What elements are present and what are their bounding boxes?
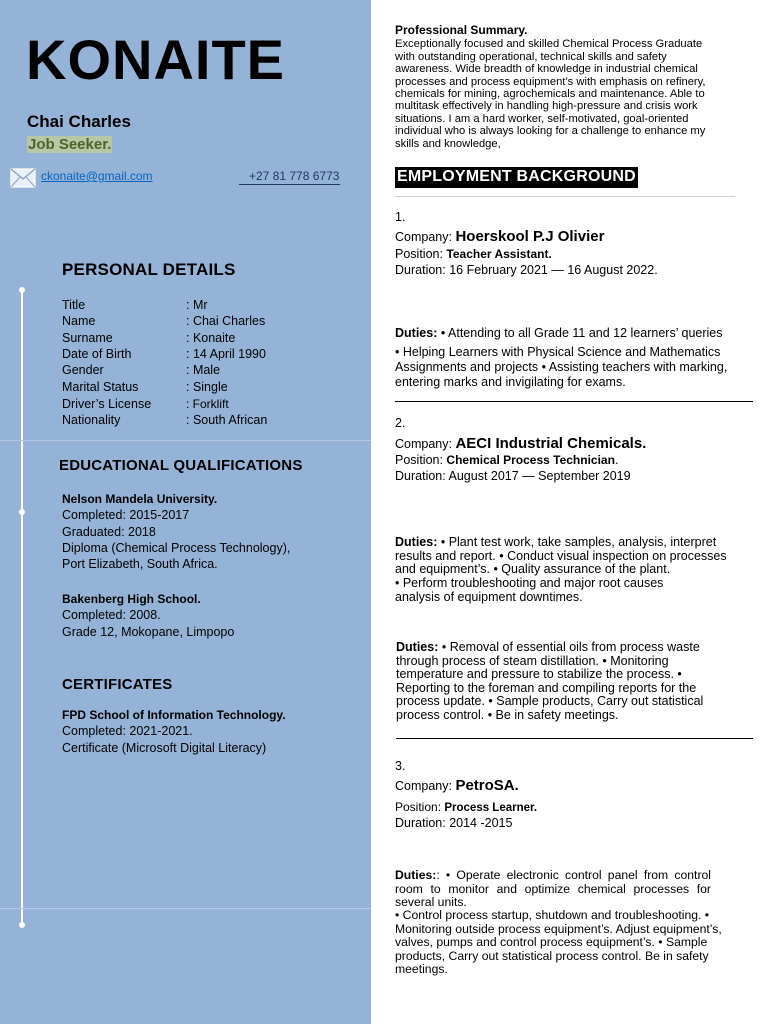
- detail-row: [62, 298, 352, 314]
- position-label: Position:: [395, 247, 447, 261]
- envelope-icon: [10, 168, 36, 188]
- detail-row: [62, 314, 352, 330]
- duty-text: • Removal of essential oils from process waste through process of steam distillation. • Monitoring temperature and pressure to stabilize the process. • Reporting to the foreman and compiling reports for the process update. • Sample products, Carry out statistical process control. • Be in safety meetings.: [396, 640, 704, 722]
- duration-label: Duration:: [395, 816, 450, 830]
- job-company: [395, 777, 519, 794]
- job-duties: [395, 869, 711, 910]
- duties-label: Duties:: [395, 868, 437, 882]
- duties-label: Duties:: [395, 326, 438, 340]
- job-duties: [395, 536, 745, 577]
- duration-label: Duration:: [395, 263, 450, 277]
- detail-value: : Mr: [186, 298, 208, 312]
- detail-row: [62, 380, 352, 396]
- detail-row: [62, 363, 352, 379]
- certificates-title: CERTIFICATES: [62, 676, 173, 693]
- section-divider: [0, 908, 371, 909]
- detail-key: Surname: [62, 331, 113, 345]
- job-title-badge: Job Seeker.: [28, 136, 112, 153]
- education-line: Port Elizabeth, South Africa.: [62, 557, 218, 572]
- timeline-dot: [19, 287, 25, 293]
- job-number: 2.: [395, 416, 406, 430]
- duration-label: Duration:: [395, 469, 449, 483]
- job-duration: [395, 469, 631, 483]
- duration-value: 16 February 2021 — 16 August 2022.: [449, 263, 658, 277]
- detail-row: [62, 413, 352, 429]
- detail-key: Driver’s License: [62, 397, 152, 411]
- education-line: Grade 12, Mokopane, Limpopo: [62, 624, 235, 639]
- job-company: [395, 435, 646, 452]
- position-label: Position:: [395, 453, 447, 467]
- detail-value: : Single: [186, 380, 228, 394]
- company-label: Company:: [395, 230, 456, 244]
- job-position: Position: Chemical Process Technician.: [395, 453, 619, 467]
- company-label: Company:: [395, 779, 456, 793]
- position-value: Teacher Assistant.: [446, 247, 552, 261]
- job-company: [395, 228, 604, 245]
- first-name: Chai Charles: [27, 112, 131, 131]
- education-line: Completed: 2015-2017: [62, 508, 190, 523]
- personal-details-title: PERSONAL DETAILS: [62, 260, 236, 279]
- education-entry: [62, 491, 362, 572]
- school-name: Nelson Mandela University.: [62, 492, 218, 506]
- detail-value: : Konaite: [186, 331, 236, 345]
- duty-text: : • Operate electronic control panel from control room to monitor and optimize chemical processes for several units.: [395, 868, 711, 909]
- section-divider: [0, 440, 371, 441]
- company-label: Company:: [395, 437, 456, 451]
- detail-key: Nationality: [62, 413, 121, 427]
- section-divider: [395, 401, 753, 402]
- school-name: Bakenberg High School.: [62, 592, 201, 606]
- section-divider: [395, 196, 735, 197]
- duration-value: August 2017 — September 2019: [448, 469, 631, 483]
- detail-key: Name: [62, 314, 96, 328]
- employment-title: EMPLOYMENT BACKGROUND: [395, 167, 638, 188]
- detail-value: : Chai Charles: [186, 314, 266, 328]
- left-sidebar: [0, 0, 371, 1024]
- education-line: Diploma (Chemical Process Technology),: [62, 540, 291, 555]
- job-number: 1.: [395, 210, 406, 224]
- surname-heading: KONAITE: [26, 28, 285, 91]
- duration-value: 2014 -2015: [449, 816, 513, 830]
- detail-value: : South African: [186, 413, 268, 427]
- detail-key: Gender: [62, 363, 104, 377]
- job-duties: [395, 326, 745, 341]
- job-duties-extra: [396, 641, 726, 723]
- education-line: Graduated: 2018: [62, 524, 156, 539]
- detail-key: Date of Birth: [62, 347, 132, 361]
- certificate-line: Certificate (Microsoft Digital Literacy): [62, 740, 267, 755]
- detail-key: Marital Status: [62, 380, 139, 394]
- education-line: Completed: 2008.: [62, 608, 161, 623]
- section-divider: [396, 738, 753, 739]
- detail-row: [62, 331, 352, 347]
- detail-value: : Forklift: [186, 397, 229, 411]
- job-duties-cont: • Perform troubleshooting and major root causes analysis of equipment downtimes.: [395, 576, 664, 604]
- duty-text: • Plant test work, take samples, analysis, interpret results and report. • Conduct visual inspection on processes and equipment’s. • Quality assurance of the plant.: [395, 535, 727, 577]
- company-name: AECI Industrial Chemicals.: [455, 435, 647, 452]
- detail-row: [62, 347, 352, 363]
- summary-heading: Professional Summary.: [395, 23, 528, 37]
- timeline-line: [21, 290, 23, 925]
- timeline-dot: [19, 509, 25, 515]
- certificate-entry: [62, 707, 362, 756]
- professional-summary: [395, 24, 720, 150]
- company-name: PetroSA.: [455, 777, 519, 794]
- company-name: Hoerskool P.J Olivier: [455, 228, 605, 245]
- detail-value: : Male: [186, 363, 221, 377]
- job-number: 3.: [395, 759, 406, 773]
- detail-key: Title: [62, 298, 86, 312]
- position-value: Process Learner.: [444, 802, 538, 814]
- job-duration: [395, 816, 512, 830]
- detail-value: : 14 April 1990: [186, 347, 266, 361]
- certificate-line: Completed: 2021-2021.: [62, 724, 193, 739]
- timeline-dot: [19, 922, 25, 928]
- duties-label: Duties:: [396, 640, 439, 654]
- position-label: Position:: [395, 800, 445, 814]
- job-position: [395, 800, 537, 814]
- education-entry: [62, 591, 362, 640]
- summary-text: Exceptionally focused and skilled Chemical Process Graduate with outstanding operational, technical skills and safety awareness. Wide breadth of knowledge in industrial chemical processes and process equipment’s with emphasis on refinery, chemicals for mining, agrochemicals and maintenance. Able to multitask effectively in handling high-pressure and crisis work situations. I am a hard worker, self-motivated, goal-oriented individual who is always looking for a challenge to enhance my skills and knowledge,: [395, 38, 706, 150]
- duties-label: Duties:: [395, 535, 438, 549]
- phone-number: +27 81 778 6773: [239, 169, 340, 185]
- email-link[interactable]: ckonaite@gmail.com: [41, 169, 153, 183]
- duty-text: • Attending to all Grade 11 and 12 learners’ queries: [437, 326, 723, 340]
- job-duration: [395, 263, 658, 277]
- job-duties-cont: • Helping Learners with Physical Science and Mathematics Assignments and projects • Assisting teachers with marking, entering marks and invigilating for exams.: [395, 345, 728, 389]
- detail-row: [62, 397, 352, 413]
- position-value: Chemical Process Technician: [446, 453, 615, 467]
- job-duties-cont: • Control process startup, shutdown and troubleshooting. • Monitoring outside process equipment’s. Adjust equipment’s, valves, pumps and control process equipment’s. • Sample products, Carry out statistical process control. Be in safety meetings.: [395, 908, 722, 976]
- education-title: EDUCATIONAL QUALIFICATIONS: [59, 457, 303, 474]
- institution-name: FPD School of Information Technology.: [62, 708, 286, 722]
- job-position: [395, 247, 552, 261]
